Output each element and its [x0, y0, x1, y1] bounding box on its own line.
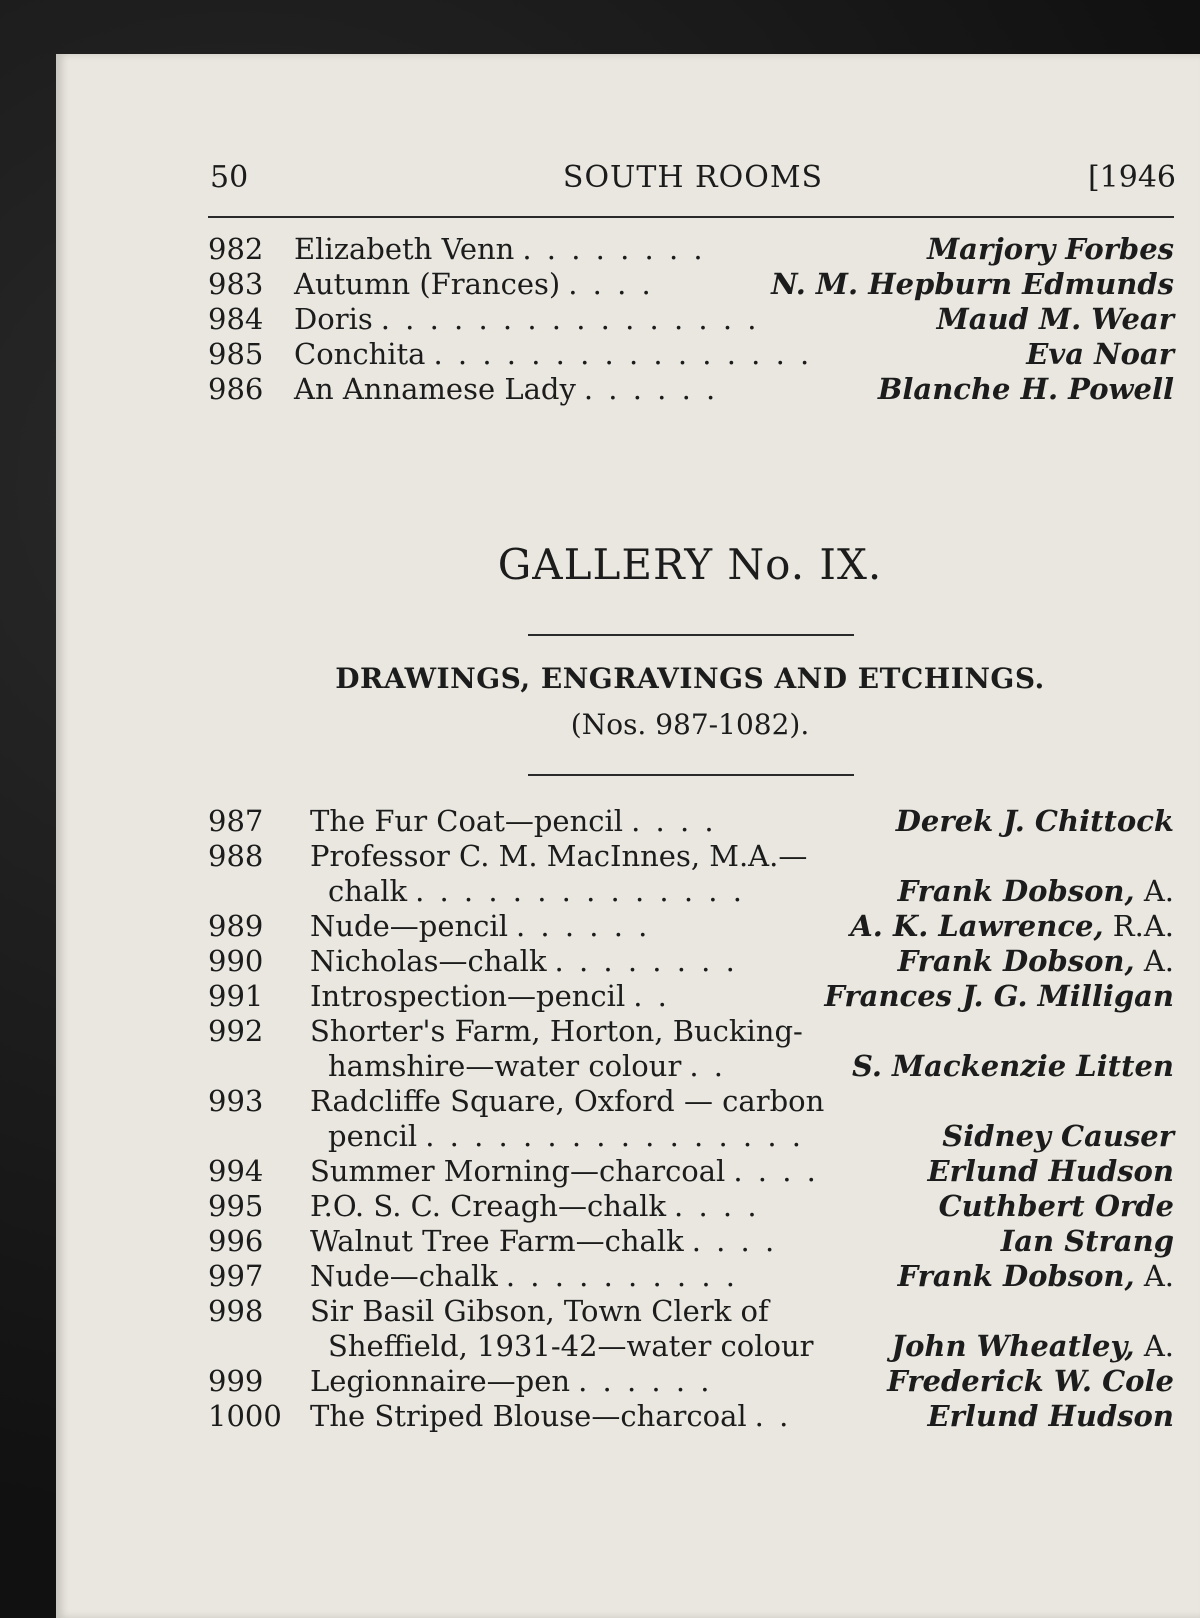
artist-name-text: Eva Noar	[1026, 337, 1174, 371]
artist-name	[1001, 1224, 1174, 1259]
artwork-title-text: Radcliffe Square, Oxford — carbon	[310, 1084, 825, 1118]
artwork-title	[310, 1294, 769, 1329]
artwork-title-text: Conchita	[294, 337, 426, 371]
list-item	[208, 1049, 1174, 1084]
south-rooms-list	[208, 232, 1174, 407]
artwork-title	[328, 1119, 804, 1154]
list-item	[208, 267, 1174, 302]
divider-rule	[528, 634, 854, 636]
list-item	[208, 944, 1174, 979]
list-item	[208, 1364, 1174, 1399]
artist-name-text: A. K. Lawrence,	[850, 909, 1104, 943]
list-item	[208, 804, 1174, 839]
artwork-title-text: Professor C. M. MacInnes, M.A.—	[310, 839, 808, 873]
artist-name	[937, 302, 1174, 337]
artist-name-text: Frank Dobson,	[897, 874, 1135, 908]
leader-dots: . . . . . . . . . .	[505, 1259, 738, 1293]
leader-dots: . . . . . . . . . . . . . . . .	[433, 337, 813, 371]
artwork-title	[328, 874, 745, 909]
list-item	[208, 1014, 1174, 1049]
artist-name	[1026, 337, 1174, 372]
artwork-title-text: chalk	[328, 874, 408, 908]
artwork-title	[310, 1189, 760, 1224]
artist-name	[898, 944, 1174, 979]
catalogue-number: 982	[208, 232, 264, 266]
artist-name	[887, 1364, 1174, 1399]
artist-name	[896, 804, 1174, 839]
list-item	[208, 372, 1174, 407]
artwork-title	[310, 804, 717, 839]
list-item	[208, 1259, 1174, 1294]
catalogue-number: 992	[208, 1014, 264, 1048]
artwork-title	[328, 1329, 814, 1364]
artwork-title-text: Sheffield, 1931-42—water colour	[328, 1329, 814, 1363]
catalogue-number: 1000	[208, 1399, 282, 1433]
list-item	[208, 302, 1174, 337]
leader-dots: . .	[754, 1399, 792, 1433]
artwork-title	[310, 1399, 791, 1434]
artwork-title-text: Elizabeth Venn	[294, 232, 515, 266]
catalogue-number: 997	[208, 1259, 264, 1293]
artist-name	[852, 1049, 1174, 1084]
page-header	[210, 160, 1176, 200]
artist-honour: A.	[1134, 1329, 1174, 1363]
artist-name-text: Frank Dobson,	[897, 944, 1135, 978]
artwork-title-text: The Striped Blouse—charcoal	[310, 1399, 747, 1433]
catalogue-number: 995	[208, 1189, 264, 1223]
artwork-title-text: Walnut Tree Farm—chalk	[310, 1224, 684, 1258]
catalogue-number: 990	[208, 944, 264, 978]
artist-honour: A.	[1134, 944, 1174, 978]
catalogue-number: 986	[208, 372, 264, 406]
artwork-title	[328, 1049, 726, 1084]
leader-dots: . . . . . .	[583, 372, 719, 406]
leader-dots: . . . . . .	[515, 909, 651, 943]
header-rule	[208, 216, 1174, 218]
section-range: (Nos. 987-1082).	[570, 708, 810, 741]
artwork-title-text: Shorter's Farm, Horton, Bucking-	[310, 1014, 803, 1048]
artwork-title	[310, 979, 670, 1014]
artist-name-text: S. Mackenzie Litten	[851, 1049, 1174, 1083]
list-item	[208, 1084, 1174, 1119]
artwork-title-text: The Fur Coat—pencil	[310, 804, 624, 838]
artwork-title-text: Nude—chalk	[310, 1259, 498, 1293]
leader-dots: . . . . . . . .	[554, 944, 738, 978]
artwork-title	[294, 337, 812, 372]
catalogue-number: 998	[208, 1294, 264, 1328]
artist-name	[939, 1189, 1174, 1224]
list-item	[208, 1224, 1174, 1259]
list-item	[208, 232, 1174, 267]
list-item	[208, 1189, 1174, 1224]
artwork-title-text: Doris	[294, 302, 373, 336]
artist-name	[898, 874, 1174, 909]
catalogue-number: 989	[208, 909, 264, 943]
artist-name	[927, 232, 1174, 267]
catalogue-number: 994	[208, 1154, 264, 1188]
artwork-title-text: An Annamese Lady	[294, 372, 576, 406]
list-item	[208, 839, 1174, 874]
leader-dots: . .	[689, 1049, 726, 1083]
artwork-title	[294, 302, 760, 337]
catalogue-number: 984	[208, 302, 264, 336]
gallery-title: GALLERY No. IX.	[497, 540, 883, 589]
artwork-title-text: Legionnaire—pen	[310, 1364, 571, 1398]
artwork-title	[310, 944, 738, 979]
artwork-title-text: pencil	[328, 1119, 418, 1153]
catalogue-number: 993	[208, 1084, 264, 1118]
artwork-title	[294, 372, 718, 407]
artist-name-text: Frederick W. Cole	[887, 1364, 1174, 1398]
artwork-title	[294, 232, 706, 267]
artwork-title	[310, 1084, 824, 1119]
artist-name	[824, 979, 1174, 1014]
artwork-title-text: P.O. S. C. Creagh—chalk	[310, 1189, 667, 1223]
catalogue-number: 996	[208, 1224, 264, 1258]
artwork-title-text: Introspection—pencil	[310, 979, 626, 1013]
artwork-title	[310, 1154, 819, 1189]
catalogue-number: 987	[208, 804, 264, 838]
artist-name-text: John Wheatley,	[891, 1329, 1135, 1363]
list-item	[208, 1154, 1174, 1189]
list-item	[208, 1119, 1174, 1154]
page-year: [1946	[1087, 160, 1176, 195]
list-item	[208, 1399, 1174, 1434]
leader-dots: . . . . . . . . . . . . . . . .	[380, 302, 760, 336]
page-number: 50	[210, 160, 249, 195]
artist-name-text: Cuthbert Orde	[938, 1189, 1174, 1223]
list-item	[208, 1294, 1174, 1329]
artwork-title-text: Nicholas—chalk	[310, 944, 547, 978]
artwork-title-text: Autumn (Frances)	[294, 267, 561, 301]
leader-dots: . . . .	[733, 1154, 819, 1188]
catalogue-number: 985	[208, 337, 264, 371]
page-title: SOUTH ROOMS	[562, 160, 824, 195]
artist-name	[898, 1259, 1174, 1294]
catalogue-number: 988	[208, 839, 264, 873]
artist-name-text: Ian Strang	[1000, 1224, 1174, 1258]
artwork-title	[310, 1259, 738, 1294]
section-subtitle: DRAWINGS, ENGRAVINGS AND ETCHINGS.	[335, 662, 1045, 695]
artist-name-text: N. M. Hepburn Edmunds	[771, 267, 1174, 301]
artwork-title-text: hamshire—water colour	[328, 1049, 682, 1083]
leader-dots: . . . . . . . . . . . . . . . .	[425, 1119, 804, 1153]
list-item	[208, 909, 1174, 944]
artwork-title-text: Sir Basil Gibson, Town Clerk of	[310, 1294, 769, 1328]
list-item	[208, 874, 1174, 909]
leader-dots: . . . . . . . . . . . . . .	[415, 874, 745, 908]
artist-name-text: Blanche H. Powell	[877, 372, 1174, 406]
artwork-title-text: Summer Morning—charcoal	[310, 1154, 726, 1188]
artist-name-text: Erlund Hudson	[927, 1399, 1174, 1433]
artwork-title	[294, 267, 654, 302]
list-item	[208, 1329, 1174, 1364]
list-item	[208, 337, 1174, 372]
artist-name-text: Marjory Forbes	[927, 232, 1174, 266]
leader-dots: . . . .	[631, 804, 717, 838]
artist-name-text: Frank Dobson,	[897, 1259, 1135, 1293]
artist-honour: R.A.	[1103, 909, 1174, 943]
artwork-title	[310, 1364, 712, 1399]
artist-name	[928, 1399, 1174, 1434]
list-item	[208, 979, 1174, 1014]
artist-name-text: Erlund Hudson	[927, 1154, 1174, 1188]
catalogue-number: 999	[208, 1364, 264, 1398]
leader-dots: . . . .	[674, 1189, 760, 1223]
leader-dots: . . . .	[568, 267, 654, 301]
catalogue-number: 991	[208, 979, 264, 1013]
artist-name	[891, 1329, 1174, 1364]
artist-name-text: Maud M. Wear	[936, 302, 1174, 336]
gallery-list	[208, 804, 1174, 1434]
artist-honour: A.	[1134, 1259, 1174, 1293]
artwork-title	[310, 839, 807, 874]
catalogue-number: 983	[208, 267, 264, 301]
artist-name	[878, 372, 1174, 407]
artist-name-text: Sidney Causer	[942, 1119, 1174, 1153]
artist-name-text: Frances J. G. Milligan	[824, 979, 1174, 1013]
artwork-title	[310, 1224, 777, 1259]
artist-name	[850, 909, 1174, 944]
artwork-title	[310, 1014, 803, 1049]
artist-name	[942, 1119, 1174, 1154]
leader-dots: . .	[633, 979, 670, 1013]
artist-name	[928, 1154, 1174, 1189]
artwork-title	[310, 909, 650, 944]
artwork-title-text: Nude—pencil	[310, 909, 508, 943]
leader-dots: . . . . . .	[578, 1364, 713, 1398]
leader-dots: . . . .	[691, 1224, 778, 1258]
divider-rule	[528, 774, 854, 776]
artist-name-text: Derek J. Chittock	[895, 804, 1174, 838]
artist-honour: A.	[1134, 874, 1174, 908]
artist-name	[771, 267, 1174, 302]
leader-dots: . . . . . . . .	[522, 232, 706, 266]
